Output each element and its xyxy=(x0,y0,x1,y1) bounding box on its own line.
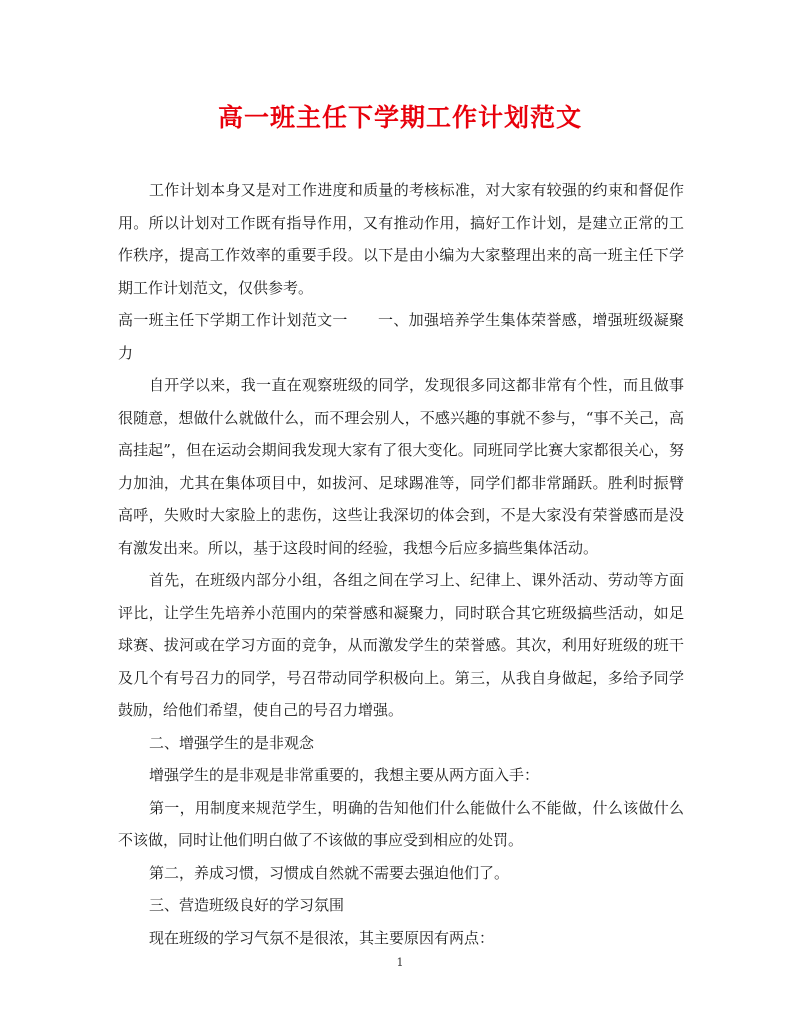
heading-2: 二、增强学生的是非观念 xyxy=(149,733,315,752)
page-number: 1 xyxy=(396,956,404,969)
paragraph-3: 增强学生的是非观是非常重要的，我想主要从两方面入手： xyxy=(149,766,540,784)
paragraph-6: 现在班级的学习气氛不是很浓，其主要原因有两点： xyxy=(149,928,495,947)
paragraph-4: 第一，用制度来规范学生，明确的告知他们什么能做什么不能做，什么该做什么不该做，同时让他们明白做了不该做的事应受到相应的处罚。 xyxy=(118,798,684,849)
intro-paragraph: 工作计划本身又是对工作进度和质量的考核标准，对大家有较强的约束和督促作用。所以计划对工作既有指导作用，又有推动作用，搞好工作计划，是建立正常的工作秩序，提高工作效率的重要手段。以下是由小编为大家整理出来的高一班主任下学期工作计划范文，仅供参考。 xyxy=(118,181,684,297)
section-line xyxy=(118,304,684,369)
heading-3: 三、营造班级良好的学习氛围 xyxy=(149,896,345,914)
paragraph-2: 首先，在班级内部分小组，各组之间在学习上、纪律上、课外活动、劳动等方面评比，让学生先培养小范围内的荣誉感和凝聚力，同时联合其它班级搞些活动，如足球赛、拔河或在学习方面的竞争，从而激发学生的荣誉感。其次，利用好班级的班干及几个有号召力的同学，号召带动同学积极向上。第三，从我自身做起，多给予同学鼓励，给他们希望，使自己的号召力增强。 xyxy=(118,571,684,719)
heading-1: 一、加强培养学生集体荣誉感，增强班级凝聚力 xyxy=(118,311,684,362)
document-body xyxy=(118,174,684,954)
paragraph-1: 自开学以来，我一直在观察班级的同学，发现很多同这都非常有个性，而且做事很随意，想做什么就做什么，而不理会别人，不感兴趣的事就不参与，“事不关己，高高挂起”，但在运动会期间我发现大家有了很大变化。同班同学比赛大家都很关心，努力加油，尤其在集体项目中，如拔河、足球踢准等，同学们都非常踊跃。胜利时振臂高呼，失败时大家脸上的悲伤，这些让我深切的体会到，不是大家没有荣誉感而是没有激发出来。所以，基于这段时间的经验，我想今后应多搞些集体活动。 xyxy=(118,376,684,557)
section-title: 高一班主任下学期工作计划范文一 xyxy=(118,311,348,329)
paragraph-5: 第二，养成习惯，习惯成自然就不需要去强迫他们了。 xyxy=(149,863,510,882)
document-title: 高一班主任下学期工作计划范文 xyxy=(217,103,582,132)
